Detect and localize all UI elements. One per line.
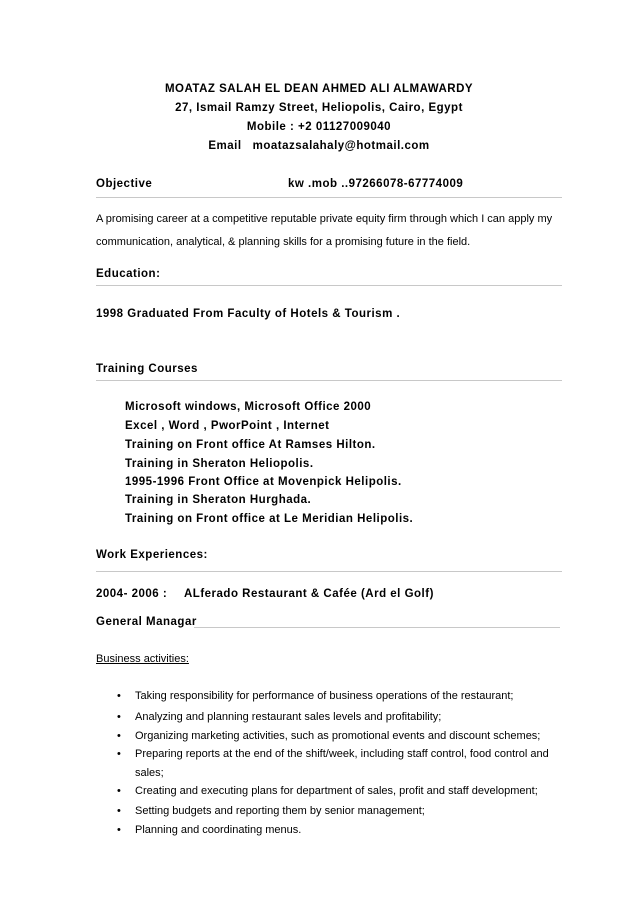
objective-line-2: communication, analytical, & planning skills for a promising future in the field. [96, 236, 471, 248]
business-activities-heading: Business activities: [96, 653, 189, 665]
email-address[interactable]: moatazsalahaly@hotmail.com [252, 140, 430, 152]
email-label: Email [208, 140, 242, 152]
work-employer: ALferado Restaurant & Cafée (Ard el Golf) [184, 588, 434, 600]
bullet-icon: • [117, 805, 121, 817]
work-heading: Work Experiences: [96, 549, 208, 561]
activity-text: Planning and coordinating menus. [135, 824, 302, 836]
section-divider [96, 380, 562, 381]
activity-text: Taking responsibility for performance of business operations of the restaurant; [135, 690, 514, 702]
training-item: 1995-1996 Front Office at Movenpick Helipolis. [125, 476, 402, 488]
email-line [0, 140, 638, 152]
training-item: Training in Sheraton Hurghada. [125, 494, 312, 506]
job-title-divider [194, 627, 560, 628]
activity-text: Creating and executing plans for department of sales, profit and staff development; [135, 785, 538, 797]
education-heading: Education: [96, 268, 161, 280]
section-divider [96, 571, 562, 572]
bullet-icon: • [117, 748, 121, 760]
training-item: Excel , Word , PworPoint , Internet [125, 420, 330, 432]
objective-heading: Objective [96, 178, 153, 190]
bullet-icon: • [117, 785, 121, 797]
address: 27, Ismail Ramzy Street, Heliopolis, Cairo, Egypt [175, 102, 463, 114]
training-item: Training on Front office at Le Meridian Helipolis. [125, 513, 414, 525]
mobile: Mobile : +2 01127009040 [246, 121, 392, 133]
activity-text: Setting budgets and reporting them by senior management; [135, 805, 425, 817]
activity-text: Analyzing and planning restaurant sales levels and profitability; [135, 711, 442, 723]
bullet-icon: • [117, 711, 121, 723]
training-item: Training in Sheraton Heliopolis. [125, 458, 314, 470]
bullet-icon: • [117, 824, 121, 836]
bullet-icon: • [117, 730, 121, 742]
bullet-icon: • [117, 690, 121, 702]
work-period: 2004- 2006 : [96, 588, 168, 600]
applicant-name: MOATAZ SALAH EL DEAN AHMED ALI ALMAWARDY [164, 83, 474, 95]
training-item: Microsoft windows, Microsoft Office 2000 [125, 401, 372, 413]
education-entry: 1998 Graduated From Faculty of Hotels & Tourism . [96, 308, 401, 320]
job-title: General Managar [96, 616, 197, 628]
activity-text: Organizing marketing activities, such as promotional events and discount schemes; [135, 730, 541, 742]
objective-line-1: A promising career at a competitive reputable private equity firm through which I can apply my [96, 213, 553, 225]
training-item: Training on Front office At Ramses Hilton. [125, 439, 376, 451]
section-divider [96, 285, 562, 286]
section-divider [96, 197, 562, 198]
activity-text: sales; [135, 767, 164, 779]
activity-text: Preparing reports at the end of the shift/week, including staff control, food control and [135, 748, 549, 760]
training-heading: Training Courses [96, 363, 198, 375]
kw-mobile: kw .mob ..97266078-67774009 [288, 178, 464, 190]
